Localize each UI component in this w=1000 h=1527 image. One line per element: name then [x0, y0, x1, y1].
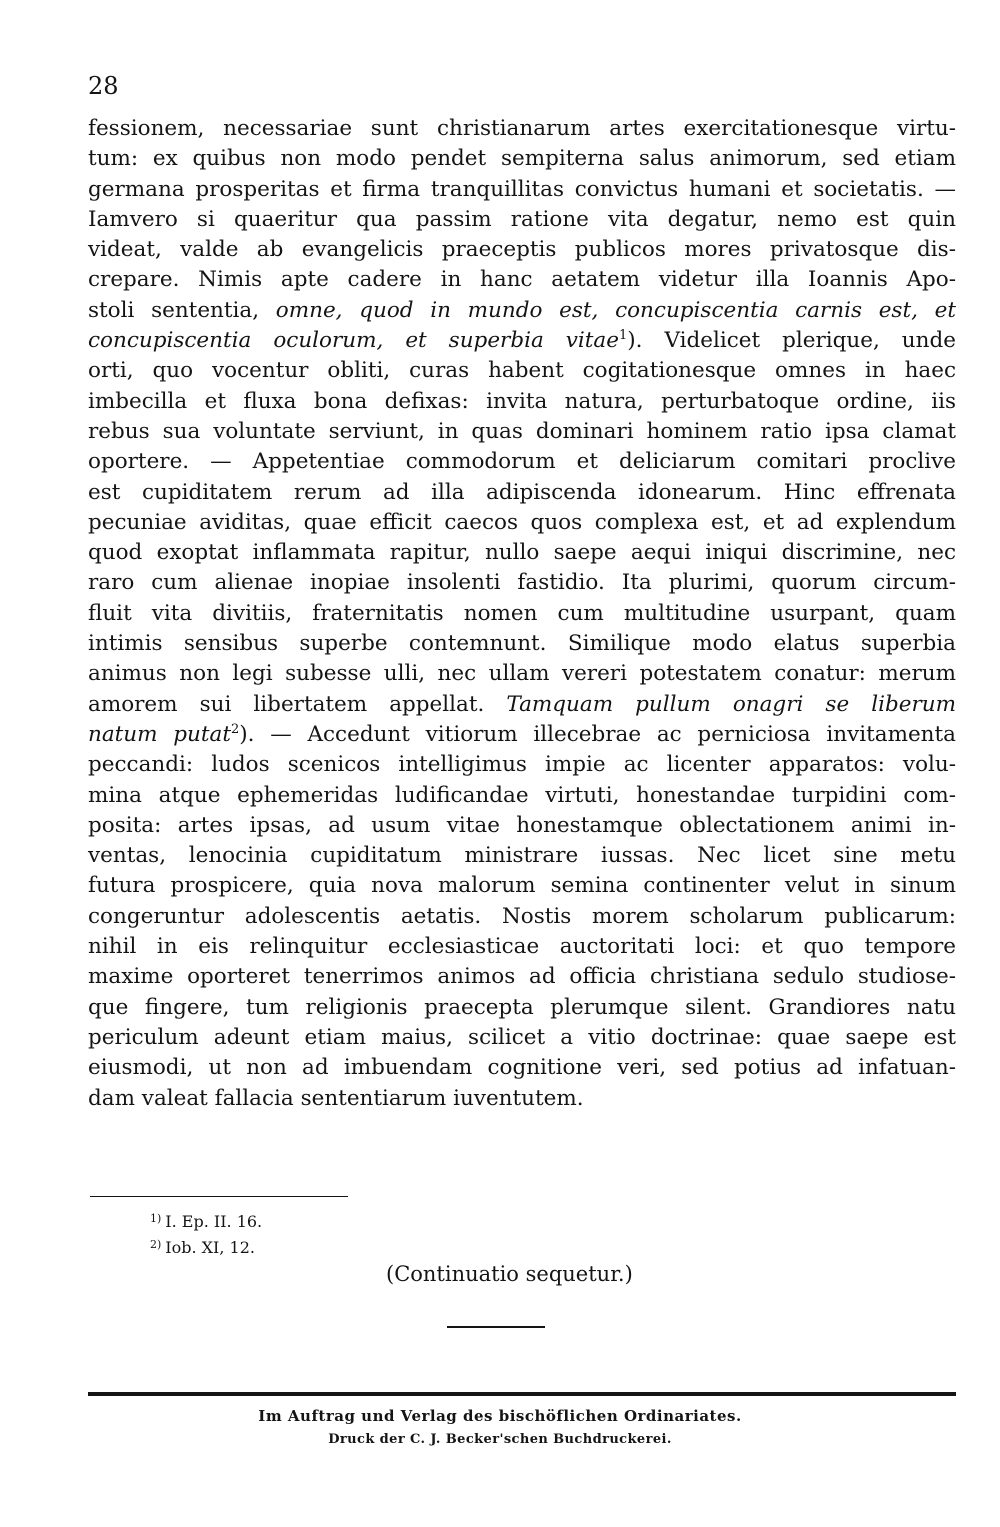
- text-line: nihil in eis relinquitur ecclesiasticae auctoritati loci: et quo tempore: [88, 934, 956, 960]
- italic-quote: concupiscentia oculorum, et superbia vitae: [88, 328, 619, 354]
- text-line: stoli sententia, omne, quod in mundo est, concupiscentia carnis est, et: [88, 297, 956, 323]
- text-line: raro cum alienae inopiae insolenti fastidio. Ita plurimi, quorum circum-: [88, 570, 956, 596]
- footnote-mark: 1): [150, 1212, 162, 1225]
- text-line: peccandi: ludos scenicos intelligimus impie ac licenter apparatos: volu-: [88, 752, 956, 778]
- text-line: maxime oporteret tenerrimos animos ad officia christiana sedulo studiose-: [88, 964, 956, 990]
- footnote-text: Iob. XI, 12.: [165, 1238, 255, 1257]
- italic-quote: Tamquam pullum onagri se liberum: [506, 691, 956, 717]
- imprint-printer: Druck der C. J. Becker'schen Buchdruckerei.: [328, 1432, 672, 1447]
- text-line: fessionem, necessariae sunt christianarum artes exercitationesque virtu-: [88, 116, 956, 141]
- text-line: concupiscentia oculorum, et superbia vitae$^1$). Videlicet plerique, unde: [88, 327, 956, 354]
- text-line: futura prospicere, quia nova malorum semina continenter velut in sinum: [88, 873, 956, 899]
- text-line: tum: ex quibus non modo pendet sempiterna salus animorum, sed etiam: [88, 146, 956, 172]
- footnote-2: [150, 1238, 255, 1257]
- imprint-publisher: Im Auftrag und Verlag des bischöflichen Ordinariates.: [258, 1407, 742, 1425]
- continuation-note: (Continuatio sequetur.): [386, 1262, 633, 1286]
- text-line: animus non legi subesse ulli, nec ullam vereri potestatem conatur: merum: [88, 661, 956, 687]
- footnote-ref: 2: [231, 721, 240, 737]
- text-line: orti, quo vocentur obliti, curas habent cogitationesque omnes in haec: [88, 358, 956, 384]
- text-line: fluit vita divitiis, fraternitatis nomen cum multitudine usurpant, quam: [88, 600, 956, 626]
- page-number: 28: [88, 72, 119, 100]
- text-line: crepare. Nimis apte cadere in hanc aetatem videtur illa Ioannis Apo-: [88, 267, 956, 293]
- bottom-rule: [88, 1392, 956, 1396]
- text-line: ventas, lenocinia cupiditatum ministrare iussas. Nec licet sine metu: [88, 843, 956, 869]
- italic-quote: natum putat: [88, 721, 231, 747]
- text-line: periculum adeunt etiam maius, scilicet a vitio doctrinae: quae saepe est: [88, 1024, 956, 1050]
- footnote-text: I. Ep. II. 16.: [165, 1212, 263, 1231]
- text-line: natum putat$^2$). — Accedunt vitiorum illecebrae ac perniciosa invitamenta: [88, 721, 956, 747]
- text-line: dam valeat fallacia sententiarum iuventutem.: [88, 1085, 584, 1111]
- footnote-mark: 2): [150, 1238, 162, 1251]
- text-line: pecuniae aviditas, quae efficit caecos quos complexa est, et ad explendum: [88, 509, 956, 535]
- text-line: Iamvero si quaeritur qua passim ratione vita degatur, nemo est quin: [88, 206, 956, 232]
- text-line: intimis sensibus superbe contemnunt. Similique modo elatus superbia: [88, 631, 956, 657]
- text-line: rebus sua voluntate serviunt, in quas dominari hominem ratio ipsa clamat: [88, 418, 956, 444]
- footnote-divider: [90, 1196, 348, 1197]
- italic-quote: omne, quod in mundo est, concupiscentia carnis est, et: [275, 297, 956, 323]
- footnote-1: [150, 1212, 262, 1231]
- body-text: [88, 114, 956, 1114]
- text-line: posita: artes ipsas, ad usum vitae honestamque oblectationem animi in-: [88, 812, 956, 838]
- text-line: mina atque ephemeridas ludificandae virtuti, honestandae turpidini com-: [88, 782, 956, 808]
- text-line: congeruntur adolescentis aetatis. Nostis morem scholarum publicarum:: [88, 903, 956, 929]
- text-line: germana prosperitas et firma tranquillitas convictus humani et societatis. —: [88, 176, 956, 202]
- text-line: imbecilla et fluxa bona defixas: invita natura, perturbatoque ordine, iis: [88, 388, 956, 414]
- end-rule: [447, 1326, 545, 1328]
- text-line: oportere. — Appetentiae commodorum et deliciarum comitari proclive: [88, 449, 956, 475]
- text-line: eiusmodi, ut non ad imbuendam cognitione veri, sed potius ad infatuan-: [88, 1055, 956, 1081]
- footnote-ref: 1: [618, 327, 628, 343]
- text-line: quod exoptat inflammata rapitur, nullo saepe aequi iniqui discrimine, nec: [88, 540, 956, 566]
- text-line: amorem sui libertatem appellat. Tamquam pullum onagri se liberum: [88, 691, 956, 717]
- text-line: videat, valde ab evangelicis praeceptis publicos mores privatosque dis-: [88, 237, 956, 263]
- text-line: que fingere, tum religionis praecepta plerumque silent. Grandiores natu: [88, 994, 956, 1020]
- text-line: est cupiditatem rerum ad illa adipiscenda idonearum. Hinc effrenata: [88, 479, 956, 505]
